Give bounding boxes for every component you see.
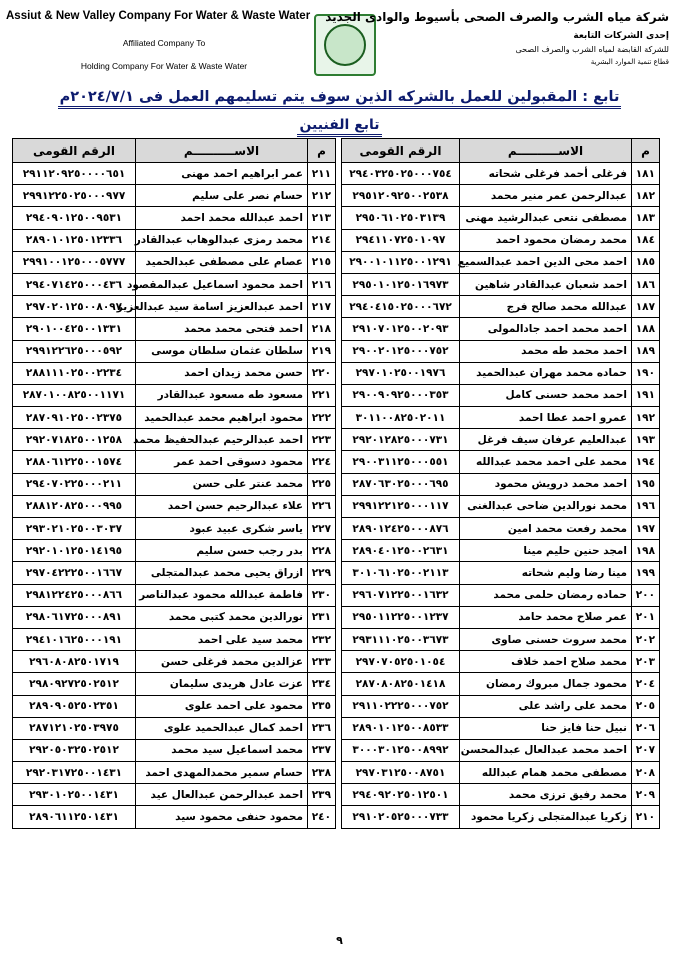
table-row: [13, 495, 660, 517]
candidate-name: مينا رضا وليم شحاته: [460, 562, 632, 584]
column-gap: [336, 518, 342, 540]
serial-number: ١٨٧: [632, 296, 660, 318]
column-gap: [336, 362, 342, 384]
national-id: ٢٩٨٠٦١٧٢٥٠٠٠٨٩١: [13, 606, 136, 628]
candidate-name: حسام نصر على سليم: [136, 185, 308, 207]
candidate-name: محمد سروت حسنى صاوى: [460, 628, 632, 650]
national-id: ٢٩٤١٠١٦٢٥٠٠٠١٩١: [13, 628, 136, 650]
column-gap: [336, 562, 342, 584]
column-gap: [336, 673, 342, 695]
column-gap: [336, 717, 342, 739]
column-gap: [336, 407, 342, 429]
national-id: ٢٩٢٠١٢٨٢٥٠٠٠٧٣١: [342, 429, 460, 451]
national-id: ٣٠٠٠٣٠١٢٥٠٠٨٩٩٢: [342, 739, 460, 761]
table-row: [13, 717, 660, 739]
national-id: ٢٩٤٠٣٢٥٠٢٥٠٠٠٧٥٤: [342, 163, 460, 185]
table-row: [13, 185, 660, 207]
serial-number: ٢١٩: [308, 340, 336, 362]
national-id: ٢٩٢٠٥٠٣٢٥٠٢٥١٢: [13, 739, 136, 761]
national-id: ٢٩٠٠٩٠٩٢٥٠٠٠٣٥٣: [342, 384, 460, 406]
candidate-name: محمود جمال مبروك رمضان: [460, 673, 632, 695]
national-id: ٢٨٨١١١٠٢٥٠٠٢٢٣٤: [13, 362, 136, 384]
affiliation-en: Affiliated Company To: [122, 38, 206, 48]
national-id: ٢٩٠٠٣١١٢٥٠٠٠٥٥١: [342, 451, 460, 473]
serial-number: ٢٢٥: [308, 473, 336, 495]
column-gap: [336, 495, 342, 517]
serial-number: ٢٠٩: [632, 784, 660, 806]
serial-number: ٢٠٧: [632, 739, 660, 761]
serial-number: ٢٣٦: [308, 717, 336, 739]
table-row: [13, 251, 660, 273]
national-id: ٢٩١١٠٢٢٢٥٠٠٠٧٥٢: [342, 695, 460, 717]
table-row: [13, 651, 660, 673]
candidate-name: احمد محمد طه محمد: [460, 340, 632, 362]
serial-number: ١٨٨: [632, 318, 660, 340]
candidate-name: احمد كمال عبدالحميد علوى: [136, 717, 308, 739]
serial-number: ٢٣٢: [308, 628, 336, 650]
candidate-name: عصام على مصطفى عبدالحميد: [136, 251, 308, 273]
national-id: ٢٩١٠٢٠٥٢٥٠٠٠٧٣٣: [342, 806, 460, 828]
serial-number: ١٩٠: [632, 362, 660, 384]
table-row: [13, 628, 660, 650]
serial-number: ٢٣٩: [308, 784, 336, 806]
serial-number: ١٨٩: [632, 340, 660, 362]
candidate-name: محمد رفيق ترزى محمد: [460, 784, 632, 806]
national-id: ٢٩٩١٠٠١٢٥٠٠٠٥٧٧٧: [13, 251, 136, 273]
serial-number: ١٨١: [632, 163, 660, 185]
candidate-name: احمد عبدالله محمد احمد: [136, 207, 308, 229]
national-id: ٢٨٩٠٤٠١٢٥٠٠٢٦٣١: [342, 540, 460, 562]
column-gap: [336, 784, 342, 806]
candidate-name: عمر ابراهيم احمد مهنى: [136, 163, 308, 185]
candidate-name: محمد رمضان محمود احمد: [460, 229, 632, 251]
candidate-name: فاطمة عبدالله محمود عبدالناصر: [136, 584, 308, 606]
candidate-name: حسام سمير محمدالمهدى احمد: [136, 762, 308, 784]
serial-number: ٢٣٠: [308, 584, 336, 606]
table-row: [13, 584, 660, 606]
column-gap: [336, 473, 342, 495]
page-number: ٩: [336, 934, 343, 947]
candidate-name: احمد محى الدين احمد عبدالسميع: [460, 251, 632, 273]
national-id: ٣٠١٠٦١٠٢٥٠٠٢١١٣: [342, 562, 460, 584]
table-row: [13, 762, 660, 784]
page-subtitle: تابع الفنيين: [0, 114, 679, 133]
serial-number: ٢٠٠: [632, 584, 660, 606]
column-gap: [336, 584, 342, 606]
candidate-name: محمد نورالدين ضاحى عبدالغنى: [460, 495, 632, 517]
col-header-m: م: [308, 139, 336, 163]
serial-number: ٢١٦: [308, 273, 336, 295]
col-header-m: م: [632, 139, 660, 163]
serial-number: ٢٤٠: [308, 806, 336, 828]
candidate-name: احمد فتحى محمد محمد: [136, 318, 308, 340]
serial-number: ٢٣٧: [308, 739, 336, 761]
department-ar: قطاع تنمية الموارد البشرية: [590, 58, 669, 66]
candidate-name: احمد عبدالعزيز اسامة سيد عبدالعزيز: [136, 296, 308, 318]
national-id: ٢٨٩٠٩٠٥٢٥٠٢٣٥١: [13, 695, 136, 717]
national-id: ٢٩٠٠١٠١١٢٥٠٠١٢٩١: [342, 251, 460, 273]
national-id: ٢٨٩٠٦١١٢٥٠١٤٣١: [13, 806, 136, 828]
candidate-name: محمد اسماعيل سيد محمد: [136, 739, 308, 761]
candidate-name: سلطان عثمان سلطان موسى: [136, 340, 308, 362]
national-id: ٢٨٧٠٩١٠٢٥٠٠٢٣٧٥: [13, 407, 136, 429]
candidate-name: محمد عنتر على حسن: [136, 473, 308, 495]
national-id: ٢٩٩١٢٢١٢٥٠٠٠١١٧: [342, 495, 460, 517]
serial-number: ١٩٦: [632, 495, 660, 517]
serial-number: ٢١٥: [308, 251, 336, 273]
national-id: ٢٩٤٠٩٠١٢٥٠٠٩٥٣١: [13, 207, 136, 229]
candidate-name: احمد محمد عبدالعال عبدالمحسن: [460, 739, 632, 761]
candidate-name: مصطفى نتعى عبدالرشيد مهنى: [460, 207, 632, 229]
national-id: ٢٩٣٠١٠٢٥٠٠١٤٣١: [13, 784, 136, 806]
serial-number: ٢٣٥: [308, 695, 336, 717]
national-id: ٢٩٥٠١٠١٢٥٠١٦٩٧٣: [342, 273, 460, 295]
candidate-name: محمد رمزى عبدالوهاب عبدالقادر: [136, 229, 308, 251]
table-row: [13, 451, 660, 473]
national-id: ٢٩٠١٠٠٤٢٥٠٠١٣٣١: [13, 318, 136, 340]
serial-number: ٢١٧: [308, 296, 336, 318]
national-id: ٢٩١١٢٠٩٢٥٠٠٠٠٦٥١: [13, 163, 136, 185]
candidate-name: احمد عبدالرحيم عبدالحفيظ محمد: [136, 429, 308, 451]
national-id: ٢٩٧٠٢٠١٢٥٠٠٨٠٩٧: [13, 296, 136, 318]
column-gap: [336, 163, 342, 185]
column-gap: [336, 806, 342, 828]
candidate-name: محمد صلاح احمد خلاف: [460, 651, 632, 673]
candidate-name: امجد حنين حليم مينا: [460, 540, 632, 562]
candidate-name: محمود على احمد علوى: [136, 695, 308, 717]
candidate-name: احمد محمد احمد جادالمولى: [460, 318, 632, 340]
table-row: [13, 739, 660, 761]
candidate-name: محمود حنفى محمود سيد: [136, 806, 308, 828]
page-title: تابع : المقبولين للعمل بالشركه الذين سوف يتم تسليمهم العمل فى ٢٠٢٤/٧/١م: [0, 86, 679, 105]
national-id: ٢٩٤٠٧٠٢٢٥٠٠٠٢١١: [13, 473, 136, 495]
serial-number: ١٨٥: [632, 251, 660, 273]
candidate-name: ياسر شكرى عبيد عبود: [136, 518, 308, 540]
serial-number: ٢٠٤: [632, 673, 660, 695]
serial-number: ١٩٣: [632, 429, 660, 451]
candidate-name: ازراق يحيى محمد عبدالمتجلى: [136, 562, 308, 584]
candidate-name: عبدالرحمن عمر منير محمد: [460, 185, 632, 207]
col-header-id: الرقم القومى: [13, 139, 136, 163]
column-gap: [336, 296, 342, 318]
candidates-table: [12, 138, 660, 829]
company-name-ar: شركة مياه الشرب والصرف الصحى بأسيوط والوادى الجديد: [325, 10, 669, 24]
table-row: [13, 784, 660, 806]
column-gap: [336, 207, 342, 229]
national-id: ٢٩٠٠٢٠١٢٥٠٠٠٧٥٢: [342, 340, 460, 362]
candidate-name: عبدالعليم عرفان سيف فرغل: [460, 429, 632, 451]
national-id: ٢٩٤٠٧١٤٢٥٠٠٠٤٣٦: [13, 273, 136, 295]
col-header-id: الرقم القومى: [342, 139, 460, 163]
candidate-name: احمد شعبان عبدالقادر شاهين: [460, 273, 632, 295]
holding-company-en: Holding Company For Water & Waste Water: [80, 61, 248, 71]
table-row: [13, 229, 660, 251]
candidate-name: مسعود طه مسعود عبدالقادر: [136, 384, 308, 406]
candidate-name: نورالدين محمد كتبى محمد: [136, 606, 308, 628]
national-id: ٢٩٣٠٢١٠٢٥٠٠٣٠٣٧: [13, 518, 136, 540]
column-gap: [336, 429, 342, 451]
candidate-name: حسن محمد زيدان احمد: [136, 362, 308, 384]
serial-number: ٢٠٦: [632, 717, 660, 739]
candidate-name: زكريا عبدالمتجلى زكريا محمود: [460, 806, 632, 828]
candidate-name: احمد عبدالرحمن عبدالعال عيد: [136, 784, 308, 806]
candidate-name: احمد محمد درويش محمود: [460, 473, 632, 495]
national-id: ٢٨٧٠٦٣٠٢٥٠٠٠٦٩٥: [342, 473, 460, 495]
serial-number: ٢٢٦: [308, 495, 336, 517]
national-id: ٢٩٤٠٤١٥٠٢٥٠٠٠٦٧٢: [342, 296, 460, 318]
candidate-name: محمود دسوقى احمد عمر: [136, 451, 308, 473]
column-gap: [336, 185, 342, 207]
national-id: ٢٩٧٠٧٠٥٢٥٠١٠٥٤: [342, 651, 460, 673]
national-id: ٢٩٥٠٦١٠٢٥٠٣١٣٩: [342, 207, 460, 229]
national-id: ٢٩٢٠١٠١٢٥٠١٤١٩٥: [13, 540, 136, 562]
candidate-name: علاء عبدالرحيم حسن احمد: [136, 495, 308, 517]
serial-number: ١٨٤: [632, 229, 660, 251]
serial-number: ٢٢٢: [308, 407, 336, 429]
serial-number: ٢١٤: [308, 229, 336, 251]
table-row: [13, 273, 660, 295]
column-gap: [336, 384, 342, 406]
serial-number: ٢٠٣: [632, 651, 660, 673]
table-row: [13, 429, 660, 451]
column-gap: [336, 451, 342, 473]
serial-number: ٢٣١: [308, 606, 336, 628]
serial-number: ٢٠٥: [632, 695, 660, 717]
col-header-name: الاســــــــــم: [460, 139, 632, 163]
table-row: [13, 695, 660, 717]
serial-number: ٢٢٩: [308, 562, 336, 584]
table-row: [13, 806, 660, 828]
national-id: ٢٨٩٠١٢٤٢٥٠٠٠٨٧٦: [342, 518, 460, 540]
candidate-name: محمد على راشد على: [460, 695, 632, 717]
column-gap: [336, 651, 342, 673]
serial-number: ٢٢١: [308, 384, 336, 406]
national-id: ٢٩٩١٢٢٥٠٢٥٠٠٠٩٧٧: [13, 185, 136, 207]
serial-number: ٢٠١: [632, 606, 660, 628]
national-id: ٢٩٦٠٧١٢٢٥٠٠١٦٣٢: [342, 584, 460, 606]
table-header-row: [13, 139, 660, 163]
candidate-name: مصطفى محمد همام عبدالله: [460, 762, 632, 784]
national-id: ٢٨٧٠٨٠٨٢٥٠١٤١٨: [342, 673, 460, 695]
national-id: ٢٩٤١١٠٧٢٥٠١٠٩٧: [342, 229, 460, 251]
column-gap: [336, 251, 342, 273]
candidate-name: محمد رفعت محمد امين: [460, 518, 632, 540]
serial-number: ١٩٨: [632, 540, 660, 562]
national-id: ٢٨٩٠١٠١٢٥٠١٢٣٣٦: [13, 229, 136, 251]
national-id: ٢٩٧٠٤٢٢٢٥٠٠١٦٦٧: [13, 562, 136, 584]
table-row: [13, 362, 660, 384]
serial-number: ٢٢٧: [308, 518, 336, 540]
candidate-name: عزالدين محمد فرغلى حسن: [136, 651, 308, 673]
affiliation-ar: إحدى الشركات التابعة: [573, 31, 669, 41]
serial-number: ٢١٣: [308, 207, 336, 229]
column-gap: [336, 340, 342, 362]
candidate-name: حماده رمضان حلمى محمد: [460, 584, 632, 606]
candidate-name: نبيل حنا فايز حنا: [460, 717, 632, 739]
serial-number: ٢٢٤: [308, 451, 336, 473]
candidate-name: عمر صلاح محمد حامد: [460, 606, 632, 628]
table-row: [13, 384, 660, 406]
serial-number: ١٩٥: [632, 473, 660, 495]
national-id: ٢٩٨٠٩٢٧٢٥٠٢٥١٢: [13, 673, 136, 695]
national-id: ٢٩٧٠١٠٢٥٠٠١٩٧٦: [342, 362, 460, 384]
national-id: ٢٩١٠٧٠١٢٥٠٠٢٠٩٣: [342, 318, 460, 340]
national-id: ٢٩٧٠٣١٢٥٠٠٨٧٥١: [342, 762, 460, 784]
serial-number: ١٨٢: [632, 185, 660, 207]
serial-number: ٢٣٤: [308, 673, 336, 695]
holding-company-ar: للشركة القابضة لمياه الشرب والصرف الصحى: [515, 45, 669, 54]
serial-number: ٢١٨: [308, 318, 336, 340]
national-id: ٢٩٥٠١١٢٢٥٠٠١٢٣٧: [342, 606, 460, 628]
column-gap: [336, 695, 342, 717]
serial-number: ٢٣٣: [308, 651, 336, 673]
national-id: ٢٨٧٠١٠٠٨٢٥٠٠١١٧١: [13, 384, 136, 406]
column-gap: [336, 606, 342, 628]
column-gap: [336, 318, 342, 340]
table-row: [13, 540, 660, 562]
serial-number: ١٩٧: [632, 518, 660, 540]
serial-number: ١٩١: [632, 384, 660, 406]
candidate-name: احمد محمد حسنى كامل: [460, 384, 632, 406]
national-id: ٢٩٤٠٩٢٠٢٥٠١٢٥٠١: [342, 784, 460, 806]
candidate-name: عمرو احمد عطا احمد: [460, 407, 632, 429]
column-gap: [336, 628, 342, 650]
serial-number: ٢٢٨: [308, 540, 336, 562]
table-row: [13, 407, 660, 429]
company-name-en: Assiut & New Valley Company For Water & Waste Water: [6, 10, 311, 22]
candidate-name: احمد محمود اسماعيل عبدالمقصود: [136, 273, 308, 295]
serial-number: ٢١٢: [308, 185, 336, 207]
serial-number: ١٩٩: [632, 562, 660, 584]
national-id: ٢٨٩٠١٠١٢٥٠٠٨٥٣٣: [342, 717, 460, 739]
table-row: [13, 318, 660, 340]
column-gap: [336, 739, 342, 761]
candidate-name: فرغلى أحمد فرغلى شحاته: [460, 163, 632, 185]
col-header-name: الاســــــــــم: [136, 139, 308, 163]
candidate-name: حماده محمد مهران عبدالحميد: [460, 362, 632, 384]
national-id: ٢٨٨٠٦١٢٢٥٠٠١٥٧٤: [13, 451, 136, 473]
table-row: [13, 606, 660, 628]
serial-number: ٢٠٨: [632, 762, 660, 784]
table-row: [13, 207, 660, 229]
serial-number: ١٩٤: [632, 451, 660, 473]
column-gap: [336, 540, 342, 562]
candidate-name: محمد سيد على احمد: [136, 628, 308, 650]
serial-number: ١٨٦: [632, 273, 660, 295]
column-gap: [336, 229, 342, 251]
national-id: ٢٩٢٠٣١٧٢٥٠٠١٤٣١: [13, 762, 136, 784]
candidate-name: بدر رجب حسن سليم: [136, 540, 308, 562]
national-id: ٢٩٦٠٨٠٨٢٥٠١٧١٩: [13, 651, 136, 673]
national-id: ٢٨٧١٢١٠٢٥٠٣٩٧٥: [13, 717, 136, 739]
candidate-name: محمد على احمد محمد عبدالله: [460, 451, 632, 473]
column-gap: [336, 762, 342, 784]
serial-number: ٢١١: [308, 163, 336, 185]
candidate-name: محمود ابراهيم محمد عبدالحميد: [136, 407, 308, 429]
national-id: ٢٩٣١١١٠٢٥٠٠٣٦٧٣: [342, 628, 460, 650]
serial-number: ٢١٠: [632, 806, 660, 828]
table-row: [13, 473, 660, 495]
national-id: ٢٩٥١٢٠٩٢٥٠٠٢٥٣٨: [342, 185, 460, 207]
serial-number: ٢٢٣: [308, 429, 336, 451]
national-id: ٢٩٢٠٧١٨٢٥٠٠١٢٥٨: [13, 429, 136, 451]
national-id: ٣٠١١٠٠٨٢٥٠٢٠١١: [342, 407, 460, 429]
table-row: [13, 518, 660, 540]
table-row: [13, 562, 660, 584]
candidate-name: عبدالله محمد صالح فرج: [460, 296, 632, 318]
column-gap: [336, 273, 342, 295]
serial-number: ١٨٣: [632, 207, 660, 229]
serial-number: ٢٣٨: [308, 762, 336, 784]
national-id: ٢٨٨١٢٠٨٢٥٠٠٠٩٩٥: [13, 495, 136, 517]
table-row: [13, 673, 660, 695]
serial-number: ٢٢٠: [308, 362, 336, 384]
national-id: ٢٩٩١٢٢٦٢٥٠٠٠٥٩٢: [13, 340, 136, 362]
serial-number: ١٩٢: [632, 407, 660, 429]
national-id: ٢٩٨١٢٢٤٢٥٠٠٠٨٦٦: [13, 584, 136, 606]
serial-number: ٢٠٢: [632, 628, 660, 650]
candidate-name: عزت عادل هريدى سليمان: [136, 673, 308, 695]
column-gap: [336, 139, 342, 163]
table-row: [13, 296, 660, 318]
table-row: [13, 340, 660, 362]
table-row: [13, 163, 660, 185]
